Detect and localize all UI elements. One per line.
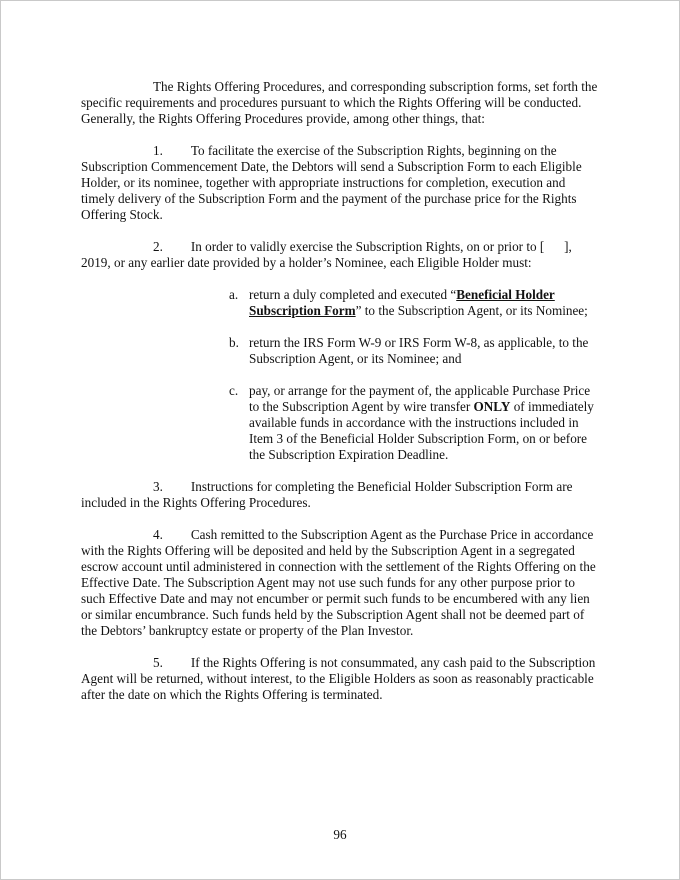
sub-item-b: [229, 335, 601, 367]
numbered-item-3: [81, 479, 601, 511]
document-body: [81, 79, 601, 719]
sub-item-a: [229, 287, 601, 319]
text-segment: ” to the Subscription Agent, or its Nominee;: [355, 303, 588, 318]
item-number: 5.: [153, 655, 163, 670]
emphasized-phrase: Beneficial Holder Subscription Form: [249, 287, 555, 318]
item-text: return the IRS Form W-9 or IRS Form W-8, as applicable, to the Subscription Agent, or its Nominee; and: [249, 335, 589, 366]
numbered-item-2: [81, 239, 601, 271]
numbered-item-1: [81, 143, 601, 223]
item-text: In order to validly exercise the Subscription Rights, on or prior to [ ], 2019, or any earlier date provided by a holder’s Nominee, each Eligible Holder must:: [81, 239, 572, 270]
item-text: Cash remitted to the Subscription Agent as the Purchase Price in accordance with the Rights Offering will be deposited and held by the Subscription Agent in a segregated escrow account until administered in connection with the settlement of the Rights Offering on the Effective Date. The Subscription Agent may not use such funds for any other purpose prior to such Effective Date and may not encumber or permit such funds to be encumbered with any lien or similar encumbrance. Such funds held by the Subscription Agent shall not be deemed part of the Debtors’ bankruptcy estate or property of the Plan Investor.: [81, 527, 596, 638]
item-text: [249, 287, 601, 319]
item-number: 3.: [153, 479, 163, 494]
sub-item-c: [229, 383, 601, 463]
text-segment: pay, or arrange for the payment of, the applicable Purchase Price to the Subscription Agent by wire transfer: [249, 383, 591, 414]
text-segment: return a duly completed and executed “: [249, 287, 457, 302]
emphasized-word: ONLY: [473, 399, 511, 414]
numbered-item-5: [81, 655, 601, 703]
item-text: To facilitate the exercise of the Subscription Rights, beginning on the Subscription Commencement Date, the Debtors will send a Subscription Form to each Eligible Holder, or its nominee, together with appropriate instructions for completion, execution and timely delivery of the Subscription Form and the payment of the purchase price for the Rights Offering Stock.: [81, 143, 582, 222]
item-number: 2.: [153, 239, 163, 254]
item-letter: c.: [229, 383, 239, 398]
item-text: Instructions for completing the Beneficial Holder Subscription Form are included in the Rights Offering Procedures.: [81, 479, 573, 510]
numbered-item-4: [81, 527, 601, 639]
item-text: [249, 383, 601, 463]
item-text: If the Rights Offering is not consummated, any cash paid to the Subscription Agent will be returned, without interest, to the Eligible Holders as soon as reasonably practicable after the date on which the Rights Offering is terminated.: [81, 655, 596, 702]
item-letter: b.: [229, 335, 239, 350]
text-segment: of immediately available funds in accordance with the instructions included in Item 3 of the Beneficial Holder Subscription Form, on or before the Subscription Expiration Deadline.: [249, 399, 594, 462]
page-number: 96: [333, 827, 347, 842]
item-number: 1.: [153, 143, 163, 158]
intro-paragraph: The Rights Offering Procedures, and corresponding subscription forms, set forth the specific requirements and procedures pursuant to which the Rights Offering will be conducted. Generally, the Rights Offering Procedures provide, among other things, that:: [81, 79, 598, 126]
item-number: 4.: [153, 527, 163, 542]
item-letter: a.: [229, 287, 239, 302]
